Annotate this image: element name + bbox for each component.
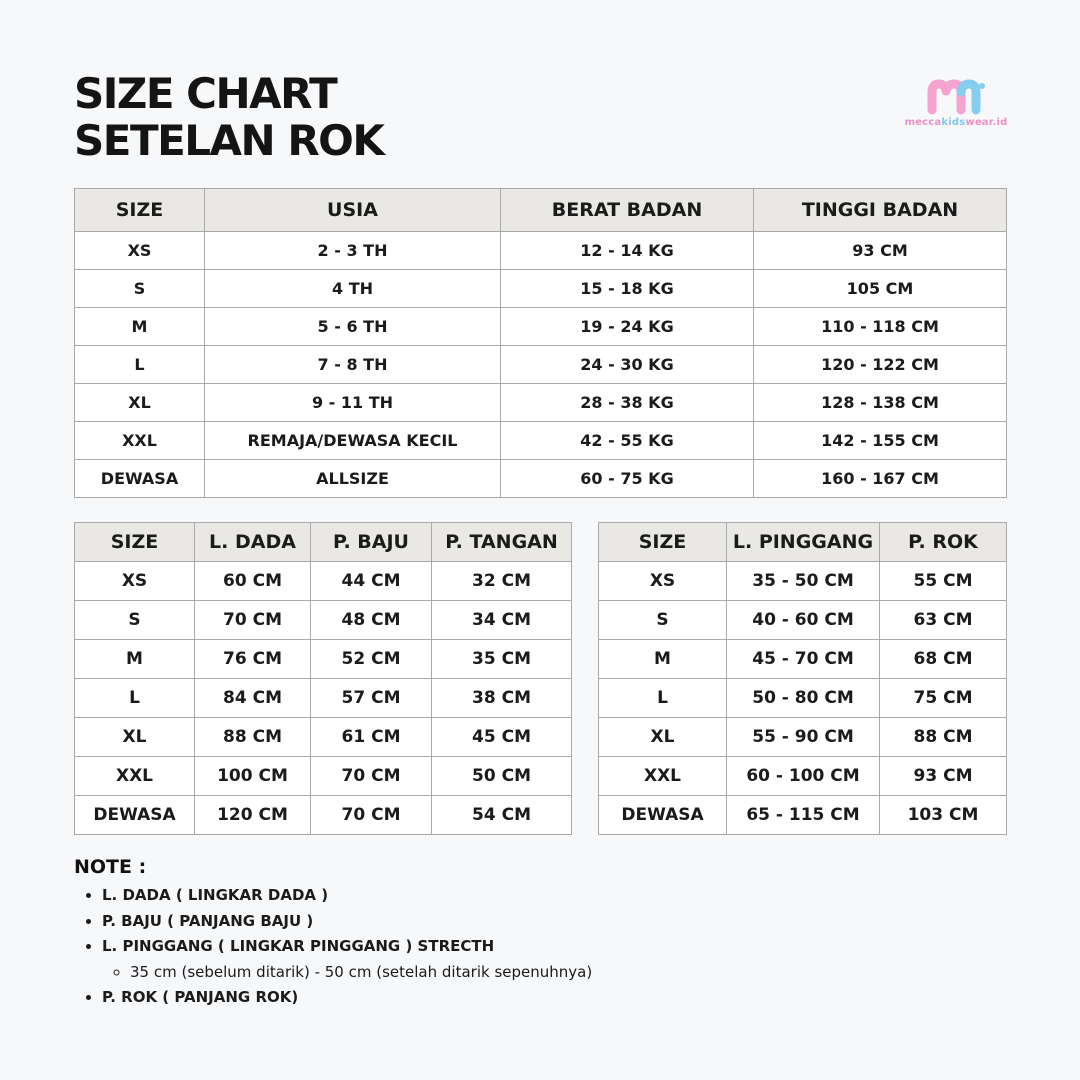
cell: 24 - 30 KG (501, 346, 754, 384)
brand-part-2: kids (941, 117, 966, 128)
cell: 45 CM (432, 718, 572, 757)
table-row (599, 640, 1007, 679)
cell: XXL (599, 757, 727, 796)
header-p-tangan: P. TANGAN (432, 523, 572, 562)
cell: M (599, 640, 727, 679)
cell: L (75, 679, 195, 718)
table-row (75, 679, 572, 718)
brand-url (900, 117, 1012, 128)
cell: 55 - 90 CM (727, 718, 880, 757)
cell: L (599, 679, 727, 718)
table-row (75, 562, 572, 601)
cell: 93 CM (754, 232, 1007, 270)
cell: 93 CM (880, 757, 1007, 796)
title-line-2: SETELAN ROK (74, 116, 384, 165)
cell: S (75, 601, 195, 640)
header-size: SIZE (75, 523, 195, 562)
header-berat-badan: BERAT BADAN (501, 189, 754, 232)
cell: 84 CM (195, 679, 311, 718)
cell: 40 - 60 CM (727, 601, 880, 640)
cell: 32 CM (432, 562, 572, 601)
note-title: NOTE : (74, 856, 147, 878)
cell: L (75, 346, 205, 384)
header-p-baju: P. BAJU (311, 523, 432, 562)
table-row (75, 346, 1007, 384)
cell: REMAJA/DEWASA KECIL (205, 422, 501, 460)
table-row (75, 757, 572, 796)
note-item-text: L. PINGGANG ( LINGKAR PINGGANG ) STRECTH (102, 937, 495, 955)
note-item-with-sub (102, 934, 774, 985)
cell: 19 - 24 KG (501, 308, 754, 346)
header-l-dada: L. DADA (195, 523, 311, 562)
cell: 15 - 18 KG (501, 270, 754, 308)
cell: XS (75, 232, 205, 270)
cell: 65 - 115 CM (727, 796, 880, 835)
table-header-row (75, 523, 572, 562)
cell: 142 - 155 CM (754, 422, 1007, 460)
cell: 35 CM (432, 640, 572, 679)
cell: 88 CM (880, 718, 1007, 757)
cell: 110 - 118 CM (754, 308, 1007, 346)
cell: 38 CM (432, 679, 572, 718)
cell: 2 - 3 TH (205, 232, 501, 270)
note-item: • P. ROK ( PANJANG ROK) (102, 985, 774, 1011)
cell: DEWASA (75, 460, 205, 498)
header-tinggi-badan: TINGGI BADAN (754, 189, 1007, 232)
cell: 50 - 80 CM (727, 679, 880, 718)
table-header-row (75, 189, 1007, 232)
cell: DEWASA (75, 796, 195, 835)
table-row (599, 601, 1007, 640)
cell: 60 - 75 KG (501, 460, 754, 498)
cell: XS (599, 562, 727, 601)
title-line-1: SIZE CHART (74, 69, 337, 118)
cell: 120 - 122 CM (754, 346, 1007, 384)
cell: 48 CM (311, 601, 432, 640)
table-row (75, 384, 1007, 422)
header-size: SIZE (599, 523, 727, 562)
cell: 50 CM (432, 757, 572, 796)
cell: DEWASA (599, 796, 727, 835)
note-list (74, 883, 774, 1011)
cell: ALLSIZE (205, 460, 501, 498)
brand-part-1: mecca (904, 117, 942, 128)
cell: 70 CM (311, 796, 432, 835)
table-row (75, 796, 572, 835)
cell: 60 - 100 CM (727, 757, 880, 796)
notes-section (74, 856, 774, 1011)
cell: 75 CM (880, 679, 1007, 718)
cell: 4 TH (205, 270, 501, 308)
cell: 55 CM (880, 562, 1007, 601)
cell: XS (75, 562, 195, 601)
header-usia: USIA (205, 189, 501, 232)
cell: 45 - 70 CM (727, 640, 880, 679)
cell: S (599, 601, 727, 640)
cell: 88 CM (195, 718, 311, 757)
cell: XL (75, 718, 195, 757)
cell: 54 CM (432, 796, 572, 835)
table-row (75, 308, 1007, 346)
page-title (74, 70, 383, 164)
cell: 44 CM (311, 562, 432, 601)
table-row (75, 232, 1007, 270)
cell: 9 - 11 TH (205, 384, 501, 422)
table-row (75, 460, 1007, 498)
cell: 70 CM (195, 601, 311, 640)
cell: 120 CM (195, 796, 311, 835)
cell: 7 - 8 TH (205, 346, 501, 384)
cell: S (75, 270, 205, 308)
cell: 52 CM (311, 640, 432, 679)
table-row (75, 640, 572, 679)
cell: 103 CM (880, 796, 1007, 835)
table-row (599, 796, 1007, 835)
cell: 34 CM (432, 601, 572, 640)
table-row (75, 422, 1007, 460)
cell: XXL (75, 757, 195, 796)
cell: 35 - 50 CM (727, 562, 880, 601)
cell: XL (75, 384, 205, 422)
table-row (75, 601, 572, 640)
brand-logo (900, 78, 1012, 130)
cell: 76 CM (195, 640, 311, 679)
header-l-pinggang: L. PINGGANG (727, 523, 880, 562)
cell: 12 - 14 KG (501, 232, 754, 270)
header-size: SIZE (75, 189, 205, 232)
table-row (75, 270, 1007, 308)
skirt-measurements-table (598, 522, 1007, 835)
table-row (599, 718, 1007, 757)
note-sub-item: ◦ 35 cm (sebelum ditarik) - 50 cm (setelah ditarik sepenuhnya) (130, 960, 774, 986)
note-sub-list (102, 960, 774, 986)
cell: M (75, 308, 205, 346)
top-measurements-table (74, 522, 572, 835)
cell: 63 CM (880, 601, 1007, 640)
cell: M (75, 640, 195, 679)
cell: 100 CM (195, 757, 311, 796)
cell: 68 CM (880, 640, 1007, 679)
cell: 5 - 6 TH (205, 308, 501, 346)
table-row (599, 757, 1007, 796)
table-header-row (599, 523, 1007, 562)
note-item: • L. DADA ( LINGKAR DADA ) (102, 883, 774, 909)
cell: 28 - 38 KG (501, 384, 754, 422)
cell: XL (599, 718, 727, 757)
cell: XXL (75, 422, 205, 460)
table-row (75, 718, 572, 757)
cell: 128 - 138 CM (754, 384, 1007, 422)
cell: 160 - 167 CM (754, 460, 1007, 498)
note-item: • P. BAJU ( PANJANG BAJU ) (102, 909, 774, 935)
cell: 105 CM (754, 270, 1007, 308)
cell: 57 CM (311, 679, 432, 718)
mecca-m-logo-icon (924, 78, 988, 116)
header-p-rok: P. ROK (880, 523, 1007, 562)
cell: 70 CM (311, 757, 432, 796)
cell: 61 CM (311, 718, 432, 757)
brand-part-3: wear.id (965, 117, 1008, 128)
cell: 60 CM (195, 562, 311, 601)
cell: 42 - 55 KG (501, 422, 754, 460)
size-age-table (74, 188, 1007, 498)
table-row (599, 679, 1007, 718)
table-row (599, 562, 1007, 601)
